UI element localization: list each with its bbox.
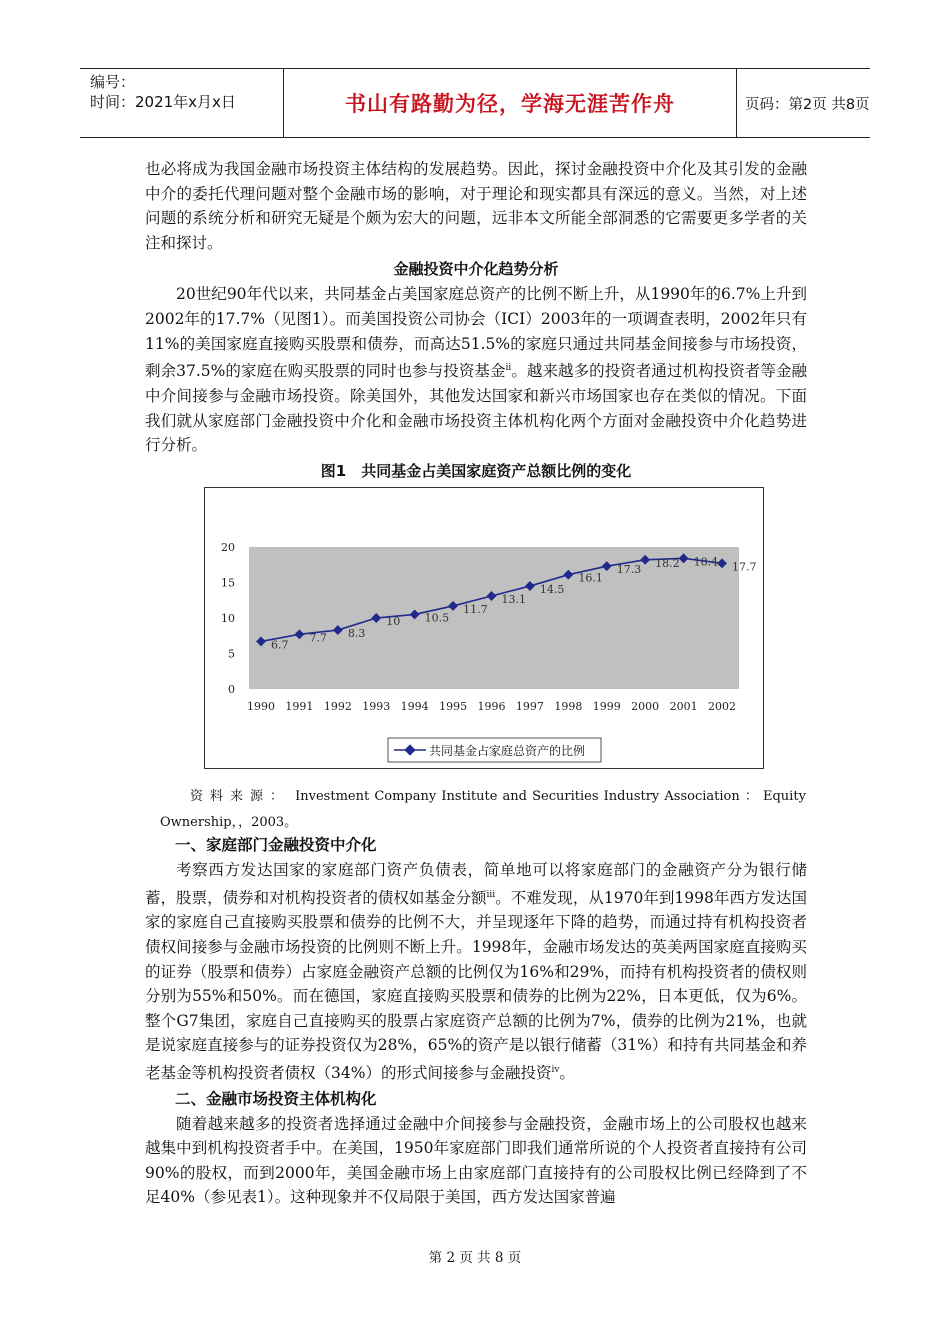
section-2-heading: 二、金融市场投资主体机构化 (175, 1089, 377, 1108)
x-tick-label: 2002 (708, 700, 736, 713)
data-label: 17.3 (616, 563, 642, 577)
footnote-ref-ii[interactable]: ii (505, 363, 512, 374)
source-word: and (502, 789, 527, 804)
header-code: 编号： (90, 73, 136, 91)
x-tick-label: 1992 (323, 700, 352, 713)
figure-source (160, 784, 806, 836)
paragraph-3: 随着越来越多的投资者选择通过金融中介间接参与金融投资，金融市场上的公司股权也越来越集中到机构投资者手中。在美国，1950年家庭部门即我们通常所说的个人投资者直接持有公司90%的股权，而到2000年，美国金融市场上由家庭部门直接持有的公司股权比例已经降到了不足40%（参见表1）。这种现象并不仅局限于美国，西方发达国家普遍 (145, 1114, 807, 1207)
header-motto: 书山有路勤为径，学海无涯苦作舟 (284, 69, 737, 137)
x-tick-label: 2000 (631, 700, 660, 713)
source-word: Securities (532, 789, 599, 804)
x-tick-label: 1997 (515, 700, 544, 713)
x-tick-label: 1990 (247, 700, 275, 713)
source-label: 资料来源： (190, 789, 291, 804)
y-tick-label: 20 (221, 541, 235, 554)
data-label: 6.7 (271, 638, 289, 652)
data-label: 16.1 (578, 571, 603, 585)
body-top (145, 157, 807, 483)
paragraph-1 (145, 282, 807, 457)
y-tick-label: 15 (221, 576, 235, 590)
source-word: Institute (441, 789, 498, 804)
data-label: 7.7 (309, 631, 327, 645)
x-tick-label: 1991 (285, 700, 314, 713)
paragraph-1-tail: 。越来越多的投资者通过机构投资者等金融中介间接参与金融市场投资。除美国外，其他发达国家和新兴市场国家也存在类似的情况。下面我们就从家庭部门金融投资中介化和金融市场投资主体机构化两个方面对金融投资中介化趋势进行分析。 (145, 362, 807, 455)
page-header (80, 68, 870, 138)
data-label: 18.4 (693, 555, 719, 569)
y-tick-label: 10 (221, 612, 235, 625)
body-bottom (145, 832, 807, 1210)
data-label: 8.3 (347, 627, 366, 641)
source-line-2: Ownership，，2003。 (160, 815, 298, 830)
header-page: 页码：第2页 共8页 (745, 96, 870, 113)
paragraph-2 (145, 858, 807, 1086)
data-label: 10 (386, 615, 401, 628)
x-tick-label: 1993 (362, 700, 391, 713)
footnote-ref-iii[interactable]: iii (486, 889, 496, 900)
data-label: 14.5 (539, 583, 565, 597)
data-label: 13.1 (501, 592, 526, 606)
source-line-1 (160, 784, 806, 810)
intro-paragraph: 也必将成为我国金融市场投资主体结构的发展趋势。因此，探讨金融投资中介化及其引发的金融中介的委托代理问题对整个金融市场的影响，对于理论和现实都具有深远的意义。当然，对上述问题的系统分析和研究无疑是个颇为宏大的问题，远非本文所能全部洞悉的它需要更多学者的关注和探讨。 (145, 160, 807, 252)
paragraph-2-text-a: 考察西方发达国家的家庭部门资产负债表，简单地可以将家庭部门的金融资产分为银行储蓄，股票，债券和对机构投资者的债权如基金分额 (145, 861, 807, 907)
data-label: 18.2 (655, 556, 680, 570)
paragraph-1-text: 20世纪90年代以来，共同基金占美国家庭总资产的比例不断上升，从1990年的6.7%上升到2002年的17.7%（见图1）。而美国投资公司协会（ICI）2003年的一项调查表明，2002年只有11%的美国家庭直接购买股票和债券，而高达51.5%的家庭只通过共同基金间接参与市场投资，剩余37.5%的家庭在购买股票的同时也参与投资基金 (145, 285, 807, 381)
y-tick-label: 5 (228, 647, 235, 661)
x-tick-label: 1999 (592, 700, 621, 713)
source-word: Industry (603, 789, 660, 804)
header-info-cell (80, 69, 284, 137)
paragraph-2-text-b: 。不难发现，从1970年到1998年西方发达国家的家庭自己直接购买股票和债券的比例不大，并呈现逐年下降的趋势，而通过持有机构投资者债权间接参与金融市场投资的比例则不断上升。1998年，金融市场发达的英美两国家庭直接购买的证券（股票和债券）占家庭金融资产总额的比例仅为16%和29%，而持有机构投资者的债权则分别为55%和50%。而在德国，家庭直接购买股票和债券的比例为22%，日本更低，仅为6%。整个G7集团，家庭自己直接购买的股票占家庭资产总额的比例为7%，债券的比例为21%，也就是说家庭直接参与的证券投资仅为28%，65%的资产是以银行储蓄（31%）和持有共同基金和养老基金等机构投资者债权（34%）的形式间接参与金融投资 (145, 888, 807, 1083)
line-chart (205, 488, 763, 768)
legend (388, 738, 601, 762)
paragraph-2-text-c: 。 (559, 1064, 575, 1083)
source-word: Investment (295, 789, 370, 804)
section-title: 金融投资中介化趋势分析 (393, 260, 559, 279)
figure-caption: 图1 共同基金占美国家庭资产总额比例的变化 (320, 461, 632, 480)
page-footer: 第 2 页 共 8 页 (428, 1250, 522, 1266)
source-word: Equity (763, 789, 806, 804)
data-label: 10.5 (424, 611, 450, 625)
header-date: 时间：2021年x月x日 (90, 93, 236, 111)
y-tick-label: 0 (228, 683, 235, 696)
x-tick-label: 1994 (400, 700, 429, 713)
x-tick-label: 1996 (477, 700, 506, 713)
data-label: 11.7 (463, 602, 488, 616)
source-word: Association (664, 789, 740, 804)
x-tick-label: 1998 (554, 700, 583, 713)
x-tick-label: 2001 (669, 700, 698, 713)
x-tick-label: 1995 (439, 700, 468, 713)
legend-label: 共同基金占家庭总资产的比例 (429, 744, 586, 758)
data-label: 17.7 (732, 560, 757, 574)
source-word: ： (744, 789, 758, 804)
source-word: Company (374, 789, 437, 804)
section-1-heading: 一、家庭部门金融投资中介化 (175, 836, 377, 854)
figure-1-chart-frame (204, 487, 764, 769)
footnote-ref-iv[interactable]: iv (551, 1064, 560, 1075)
